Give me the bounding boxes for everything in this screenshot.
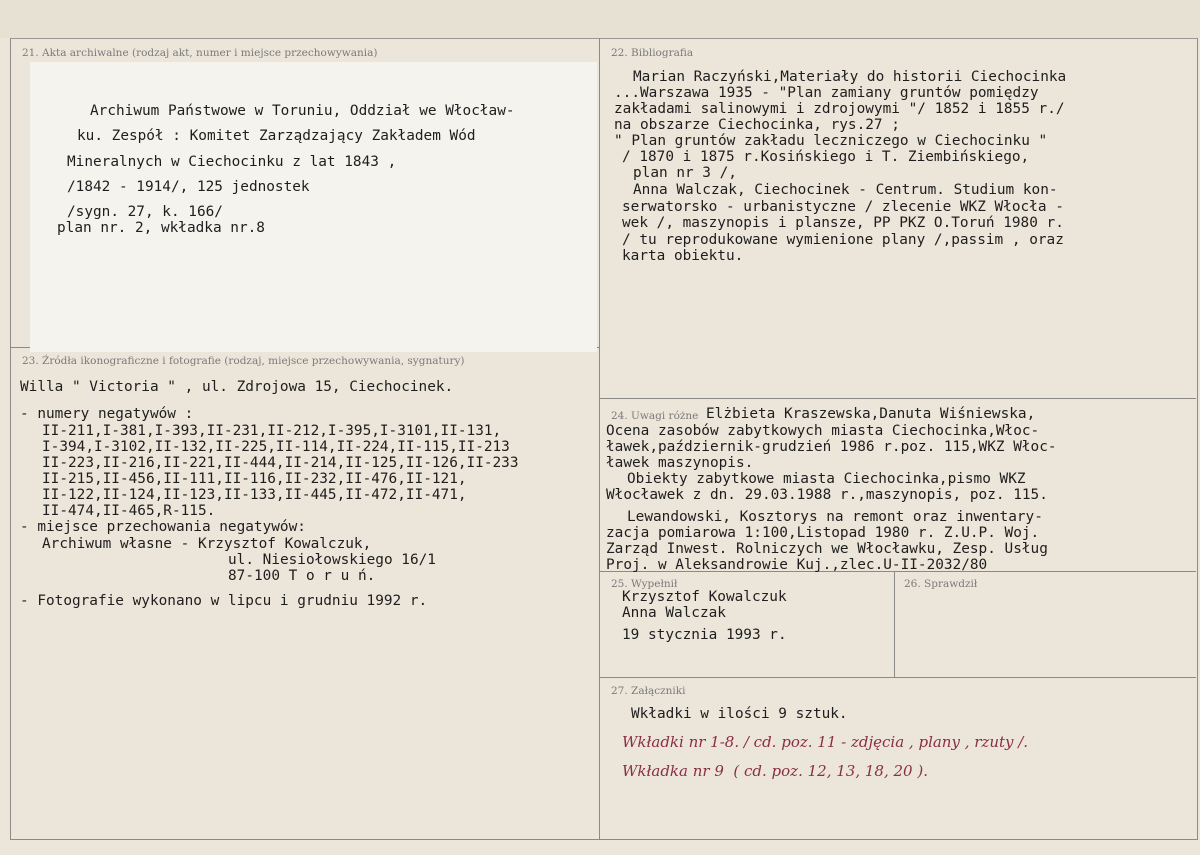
- section-26-label: 26. Sprawdził: [904, 578, 978, 590]
- s21-line: plan nr. 2, wkładka nr.8: [57, 220, 265, 236]
- s24-line: Lewandowski, Kosztorys na remont oraz inwentary-: [627, 509, 1043, 525]
- s22-line: " Plan gruntów zakładu leczniczego w Ciechocinku ": [614, 133, 1048, 149]
- s21-line: /sygn. 27, k. 166/: [67, 204, 223, 220]
- s24-line: zacja pomiarowa 1:100,Listopad 1980 r. Z.U.P. Woj.: [606, 525, 1040, 541]
- s27-typed-line: Wkładki w ilości 9 sztuk.: [631, 706, 848, 722]
- s23-line: II-211,I-381,I-393,II-231,II-212,I-395,I-3101,II-131,: [42, 423, 502, 439]
- s22-line: wek /, maszynopis i plansze, PP PKZ O.Toruń 1980 r.: [622, 215, 1064, 231]
- s24-line: ławek,październik-grudzień 1986 r.poz. 115,WKZ Włoc-: [606, 439, 1057, 455]
- column-divider: [599, 38, 600, 839]
- s23-line: I-394,I-3102,II-132,II-225,II-114,II-224,II-115,II-213: [42, 439, 510, 455]
- row-divider-22-24: [600, 398, 1196, 399]
- s24-line: Ocena zasobów zabytkowych miasta Ciechocinka,Włoc-: [606, 423, 1040, 439]
- s24-line: Obiekty zabytkowe miasta Ciechocinka,pismo WKZ: [627, 471, 1026, 487]
- section-25-label: 25. Wypełnił: [611, 578, 678, 590]
- s23-line: II-215,II-456,II-111,II-116,II-232,II-476,II-121,: [42, 471, 467, 487]
- s22-line: na obszarze Ciechocinka, rys.27 ;: [614, 117, 900, 133]
- s22-line: ...Warszawa 1935 - "Plan zamiany gruntów pomiędzy: [614, 85, 1039, 101]
- s23-line: ul. Niesiołowskiego 16/1: [228, 552, 436, 568]
- divider-25-26: [894, 571, 895, 677]
- section-22-label: 22. Bibliografia: [611, 47, 694, 59]
- s22-line: zakładami salinowymi i zdrojowymi "/ 1852 i 1855 r./: [614, 101, 1065, 117]
- s21-line: Mineralnych w Ciechocinku z lat 1843 ,: [67, 154, 397, 170]
- card-top-margin: [0, 0, 1200, 38]
- s23-line: II-122,II-124,II-123,II-133,II-445,II-472,II-471,: [42, 487, 467, 503]
- s25-line: Anna Walczak: [622, 605, 726, 621]
- s21-line: ku. Zespół : Komitet Zarządzający Zakładem Wód: [77, 128, 476, 144]
- s22-line: karta obiektu.: [622, 248, 744, 264]
- s22-line: Anna Walczak, Ciechocinek - Centrum. Studium kon-: [633, 182, 1058, 198]
- s24-line: Elżbieta Kraszewska,Danuta Wiśniewska,: [706, 406, 1036, 422]
- s22-line: serwatorsko - urbanistyczne / zlecenie WKZ Włocła -: [622, 199, 1064, 215]
- s22-line: Marian Raczyński,Materiały do historii Ciechocinka: [633, 69, 1067, 85]
- s22-line: / 1870 i 1875 r.Kosińskiego i T. Ziembińskiego,: [622, 149, 1030, 165]
- s27-handwritten-line: Wkładki nr 1-8. / cd. poz. 11 - zdjęcia , plany , rzuty /.: [622, 733, 1029, 751]
- s24-line: Proj. w Aleksandrowie Kuj.,zlec.U-II-2032/80: [606, 557, 988, 573]
- s23-line: II-223,II-216,II-221,II-444,II-214,II-125,II-126,II-233: [42, 455, 519, 471]
- s23-line: - numery negatywów :: [20, 406, 194, 422]
- s27-handwritten-line: Wkładka nr 9 ( cd. poz. 12, 13, 18, 20 ).: [622, 762, 928, 780]
- s23-line: - Fotografie wykonano w lipcu i grudniu 1992 r.: [20, 593, 428, 609]
- section-24-label: 24. Uwagi różne: [611, 410, 699, 422]
- section-21-label: 21. Akta archiwalne (rodzaj akt, numer i miejsce przechowywania): [22, 47, 378, 59]
- section-23-label: 23. Źródła ikonograficzne i fotografie (rodzaj, miejsce przechowywania, sygnatury): [22, 355, 465, 367]
- s25-line: 19 stycznia 1993 r.: [622, 627, 787, 643]
- s24-line: ławek maszynopis.: [606, 455, 754, 471]
- s24-line: Zarząd Inwest. Rolniczych we Włocławku, Zesp. Usług: [606, 541, 1048, 557]
- s23-line: 87-100 T o r u ń.: [228, 568, 376, 584]
- s21-line: /1842 - 1914/, 125 jednostek: [67, 179, 310, 195]
- row-divider-25-27: [600, 677, 1196, 678]
- s22-line: plan nr 3 /,: [633, 165, 737, 181]
- s24-line: Włocławek z dn. 29.03.1988 r.,maszynopis, poz. 115.: [606, 487, 1048, 503]
- s25-line: Krzysztof Kowalczuk: [622, 589, 787, 605]
- s23-line: - miejsce przechowania negatywów:: [20, 519, 306, 535]
- section-27-label: 27. Załączniki: [611, 685, 686, 697]
- s22-line: / tu reprodukowane wymienione plany /,passim , oraz: [622, 232, 1064, 248]
- s21-line: Archiwum Państwowe w Toruniu, Oddział we Włocław-: [90, 103, 515, 119]
- s23-line: Willa " Victoria " , ul. Zdrojowa 15, Ciechocinek.: [20, 379, 454, 395]
- s23-line: Archiwum własne - Krzysztof Kowalczuk,: [42, 536, 372, 552]
- s23-line: II-474,II-465,R-115.: [42, 503, 216, 519]
